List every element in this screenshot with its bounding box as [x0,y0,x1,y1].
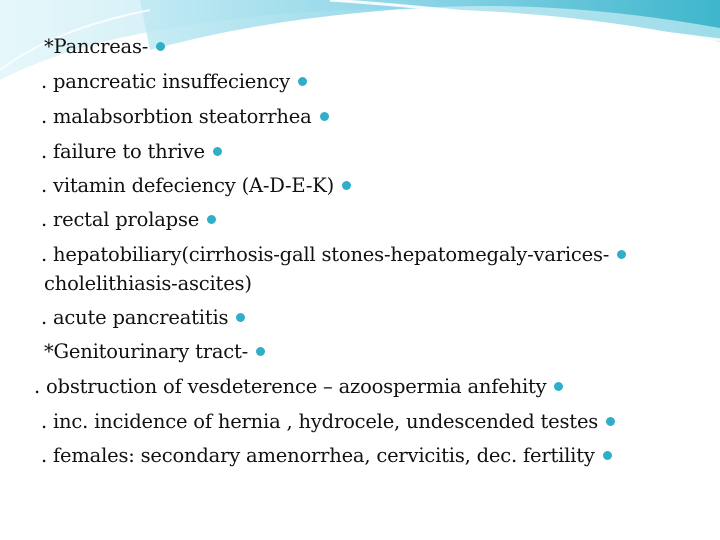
line-text: . rectal prolapse [41,208,200,231]
line-text: . hepatobiliary(cirrhosis-gall stones-hepatomegaly-varices- [41,243,610,266]
line-malabsorption [41,105,329,129]
line-pancreatic-insufficiency [41,70,307,94]
line-text: . vitamin defeciency (A-D-E-K) [41,174,334,197]
dot-icon [213,147,222,156]
dot-icon [207,215,216,224]
dot-icon [603,451,612,460]
line-text: . failure to thrive [41,140,205,163]
dot-icon [256,347,265,356]
line-text: . obstruction of vesdeterence – azoospermia anfehity [34,375,547,398]
line-failure-to-thrive [41,140,222,164]
line-genitourinary [44,340,265,364]
line-vitamin-deficiency [41,174,351,198]
line-text: . females: secondary amenorrhea, cervicitis, dec. fertility [41,444,595,467]
line-text: *Genitourinary tract- [44,340,249,363]
line-text: cholelithiasis-ascites) [44,272,252,295]
line-hepatobiliary [41,243,626,267]
line-text: . pancreatic insuffeciency [41,70,290,93]
dot-icon [320,112,329,121]
line-text: *Pancreas- [44,35,149,58]
dot-icon [156,42,165,51]
line-obstruction [34,375,563,399]
line-text: . malabsorbtion steatorrhea [41,105,312,128]
line-hernia [41,410,615,434]
dot-icon [554,382,563,391]
dot-icon [606,417,615,426]
dot-icon [617,250,626,259]
dot-icon [342,181,351,190]
line-acute-pancreatitis [41,306,245,330]
dot-icon [298,77,307,86]
line-text: . inc. incidence of hernia , hydrocele, undescended testes [41,410,599,433]
line-rectal-prolapse [41,208,216,232]
line-pancreas [44,35,165,59]
dot-icon [236,313,245,322]
line-females [41,444,612,468]
line-hepatobiliary-continued [44,272,252,296]
line-text: . acute pancreatitis [41,306,229,329]
